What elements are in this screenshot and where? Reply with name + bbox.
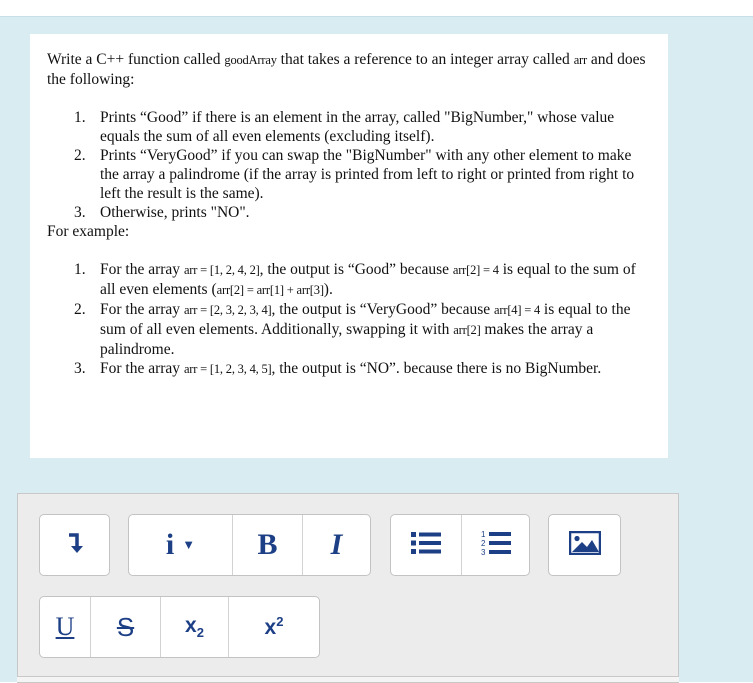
numbered-list-icon — [481, 530, 511, 561]
underline-button[interactable] — [40, 597, 90, 657]
superscript-icon: $x^2$ — [264, 614, 284, 639]
svg-text:1: 1 — [480, 529, 485, 539]
bullet-list-button[interactable] — [391, 515, 461, 575]
paragraph-group — [39, 514, 110, 576]
info-dropdown-button[interactable] — [129, 515, 232, 575]
editor-content-area[interactable] — [17, 676, 679, 682]
numbered-list-button[interactable] — [461, 515, 529, 575]
italic-icon: I — [330, 528, 343, 561]
bold-button[interactable] — [232, 515, 302, 575]
format-group — [128, 514, 371, 576]
function-name: goodArray — [224, 53, 277, 67]
bullet-list-icon — [411, 531, 441, 560]
for-example-label: For example: — [47, 223, 130, 240]
strikethrough-button[interactable] — [90, 597, 160, 657]
list-group — [390, 514, 530, 576]
list-item: 3. For the array arr = [1, 2, 3, 4, 5], the output is “NO”. because there is no BigNumber. — [74, 360, 602, 377]
example-list — [47, 260, 652, 379]
list-item: 1. Prints “Good” if there is an element in the array, called "BigNumber," whose value equals the sum of all even elements (excluding itself). — [74, 109, 615, 145]
insert-image-button[interactable] — [549, 515, 620, 575]
image-icon — [569, 531, 601, 560]
question-intro: Write a C++ function called goodArray that takes a reference to an integer array called arr and does the following: — [47, 51, 646, 88]
svg-text:3: 3 — [480, 547, 485, 556]
text-style-group — [39, 596, 320, 658]
list-item: 1. For the array arr = [1, 2, 4, 2], the output is “Good” because arr[2] = 4 is equal to the sum of all even elements (arr[2] = arr[1] + arr[3]). — [74, 261, 636, 298]
list-item: 2. Prints “VeryGood” if you can swap the "BigNumber" with any other element to make the array a palindrome (if the array is printed from left to right or printed from right to left the result is the same). — [74, 147, 635, 202]
strikethrough-icon: S — [116, 611, 135, 642]
question-text — [30, 34, 668, 458]
italic-button[interactable] — [302, 515, 370, 575]
svg-text:2: 2 — [480, 538, 485, 548]
paragraph-arrow-icon — [67, 532, 83, 559]
subscript-icon: $x_2$ — [185, 613, 204, 641]
list-item: 2. For the array arr = [2, 3, 2, 3, 4], the output is “VeryGood” because arr[4] = 4 is equal to the sum of all even elements. Additionally, swapping it with arr[2] makes the array a palindrome. — [74, 301, 631, 358]
array-name: arr — [573, 53, 587, 67]
subscript-button[interactable] — [160, 597, 228, 657]
task-list — [47, 108, 652, 222]
bold-icon: B — [257, 528, 278, 561]
list-item: 3. Otherwise, prints "NO". — [74, 204, 250, 221]
info-icon: i — [165, 528, 175, 561]
superscript-button[interactable] — [228, 597, 319, 657]
image-group — [548, 514, 621, 576]
underline-icon: U — [55, 612, 75, 641]
chevron-down-icon: ▼ — [182, 537, 196, 552]
paragraph-button[interactable] — [40, 515, 109, 575]
answer-editor[interactable] — [17, 493, 679, 683]
